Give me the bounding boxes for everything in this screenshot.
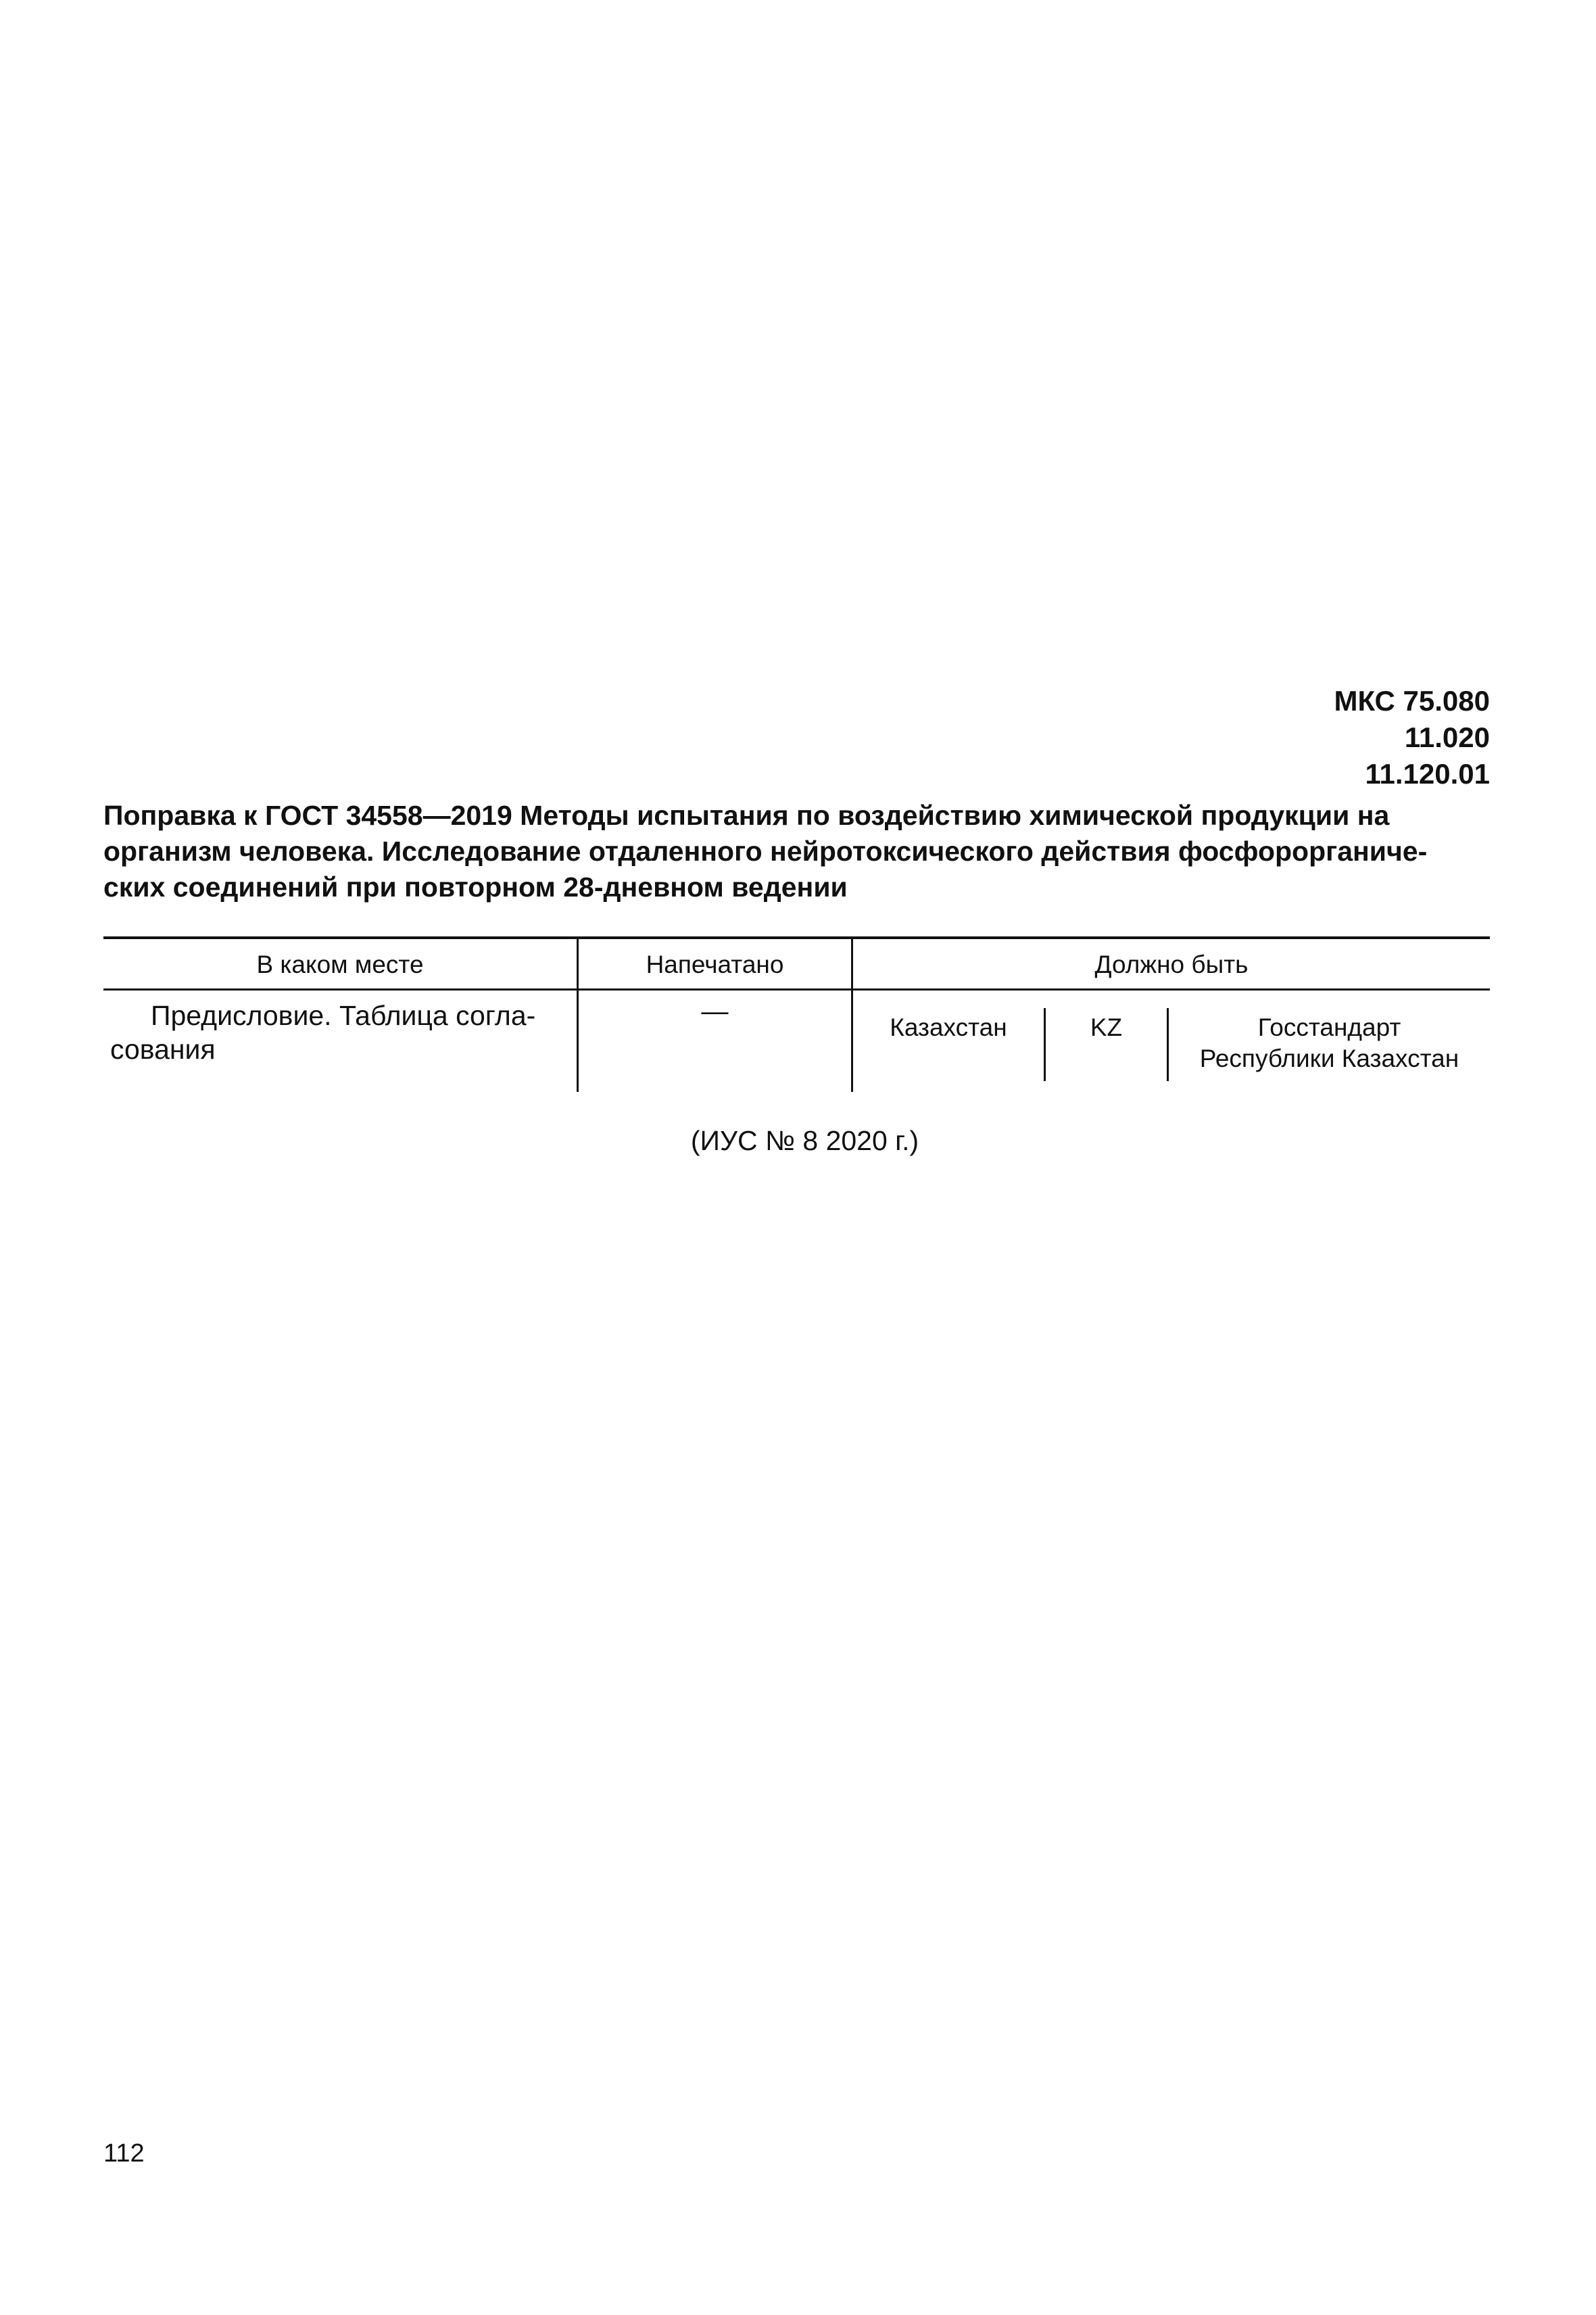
mks-codes [1334,683,1490,792]
page-number: 112 [103,2139,145,2168]
cell-agency [1169,1012,1490,1074]
correction-table [103,936,1490,1092]
table-top-rule [103,936,1490,939]
cell-country-code: KZ [1090,1013,1123,1041]
title-line-1: Поправка к ГОСТ 34558—2019 Методы испытания по воздействию химической продукции на [103,800,1390,831]
cell-country: Казахстан [890,1013,1007,1041]
agency-line-1: Госстандарт [1257,1013,1401,1041]
agency-line-2: Республики Казахстан [1199,1045,1459,1072]
mks-code-1: МКС 75.080 [1334,685,1490,717]
place-line-1: Предисловие. Таблица согла- [151,1000,536,1031]
table-header-rule [103,988,1490,991]
place-line-2: сования [110,1034,216,1065]
header-where: В каком месте [256,951,424,978]
ius-reference [0,1122,1596,1159]
cell-printed: — [701,997,729,1026]
mks-code-3: 11.120.01 [1365,758,1490,790]
title-line-3: ских соединений при повторном 28-дневном ведении [103,872,848,903]
title-line-2: организм человека. Исследование отдаленного нейротоксического действия фосфорорганиче- [103,836,1428,867]
header-should-be: Должно быть [1094,951,1249,978]
ius-text: (ИУС № 8 2020 г.) [690,1125,919,1156]
header-printed: Напечатано [646,951,784,978]
mks-code-2: 11.020 [1404,721,1490,753]
amendment-title [103,798,1490,905]
